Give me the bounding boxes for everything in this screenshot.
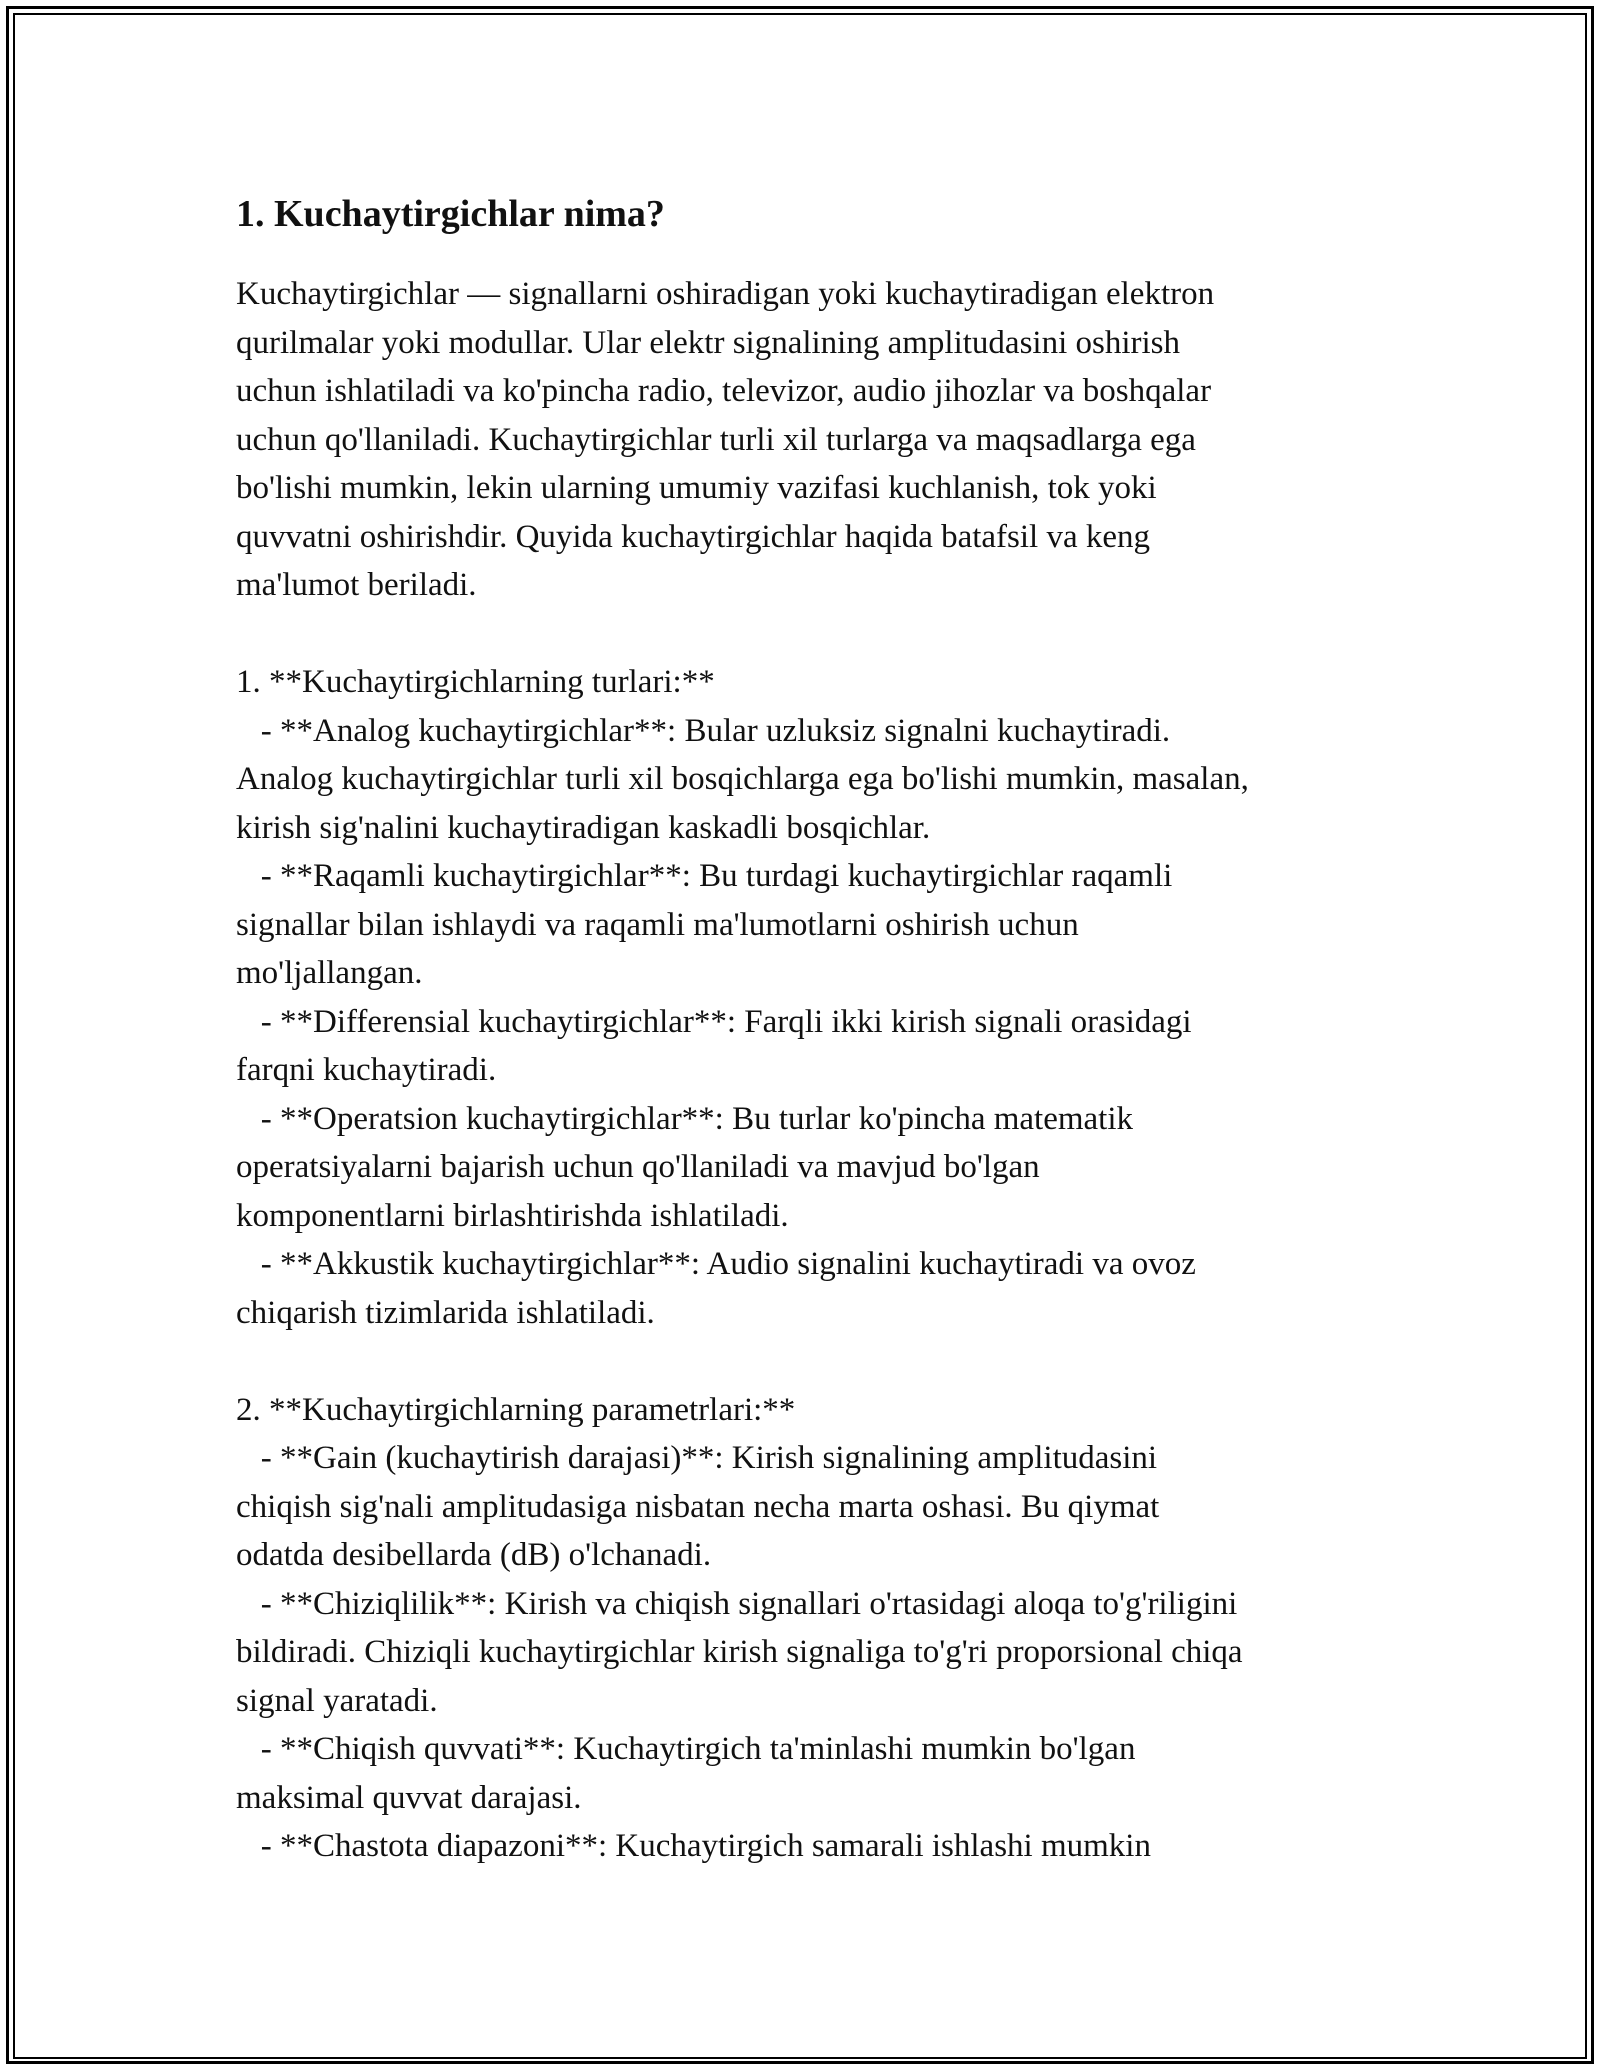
text-line: chiqish sig'nali amplitudasiga nisbatan necha marta oshasi. Bu qiymat	[236, 1488, 1160, 1525]
text-line: - **Differensial kuchaytirgichlar**: Farqli ikki kirish signali orasidagi	[236, 1003, 1192, 1040]
text-line: - **Chiqish quvvati**: Kuchaytirgich ta'minlashi mumkin bo'lgan	[236, 1731, 1136, 1767]
text-line: - **Chiziqlilik**: Kirish va chiqish signallari o'rtasidagi aloqa to'g'riligini	[236, 1585, 1238, 1622]
text-line: komponentlarni birlashtirishda ishlatiladi.	[236, 1197, 789, 1234]
text-line: operatsiyalarni bajarish uchun qo'llaniladi va mavjud bo'lgan	[236, 1149, 1040, 1185]
blank-line	[236, 1337, 1366, 1386]
text-line: bo'lishi mumkin, lekin ularning umumiy vazifasi kuchlanish, tok yoki	[236, 470, 1157, 506]
text-line: - **Chastota diapazoni**: Kuchaytirgich samarali ishlashi mumkin	[236, 1828, 1151, 1864]
blank-line	[236, 610, 1366, 659]
text-line: - **Gain (kuchaytirish darajasi)**: Kirish signalining amplitudasini	[236, 1440, 1158, 1476]
text-line: 1. **Kuchaytirgichlarning turlari:**	[236, 664, 715, 700]
text-line: qurilmalar yoki modullar. Ular elektr signalining amplitudasini oshirish	[236, 324, 1181, 361]
text-lines	[236, 270, 1366, 1871]
text-line: - **Analog kuchaytirgichlar**: Bular uzluksiz signalni kuchaytiradi.	[236, 712, 1171, 749]
text-line: ma'lumot beriladi.	[236, 567, 477, 603]
text-line: chiqarish tizimlarida ishlatiladi.	[236, 1294, 655, 1331]
text-line: maksimal quvvat darajasi.	[236, 1779, 582, 1816]
text-line: Analog kuchaytirgichlar turli xil bosqichlarga ega bo'lishi mumkin, masalan,	[236, 761, 1249, 797]
text-line: Kuchaytirgichlar — signallarni oshiradigan yoki kuchaytiradigan elektron	[236, 276, 1215, 312]
text-line: quvvatni oshirishdir. Quyida kuchaytirgichlar haqida batafsil va keng	[236, 518, 1151, 555]
section-heading: 1. Kuchaytirgichlar nima?	[236, 193, 665, 235]
text-line: signal yaratadi.	[236, 1682, 438, 1719]
text-line: - **Akkustik kuchaytirgichlar**: Audio signalini kuchaytiradi va ovoz	[236, 1246, 1196, 1282]
text-line: uchun ishlatiladi va ko'pincha radio, televizor, audio jihozlar va boshqalar	[236, 373, 1212, 409]
text-line: farqni kuchaytiradi.	[236, 1052, 497, 1088]
text-line: 2. **Kuchaytirgichlarning parametrlari:**	[236, 1391, 796, 1428]
text-line: - **Raqamli kuchaytirgichlar**: Bu turdagi kuchaytirgichlar raqamli	[236, 858, 1173, 894]
text-line: signallar bilan ishlaydi va raqamli ma'lumotlarni oshirish uchun	[236, 906, 1079, 943]
text-line: bildiradi. Chiziqli kuchaytirgichlar kirish signaliga to'g'ri proporsional chiqa	[236, 1634, 1243, 1670]
text-line: odatda desibellarda (dB) o'lchanadi.	[236, 1537, 712, 1573]
text-line: uchun qo'llaniladi. Kuchaytirgichlar turli xil turlarga va maqsadlarga ega	[236, 421, 1196, 458]
text-line: - **Operatsion kuchaytirgichlar**: Bu turlar ko'pincha matematik	[236, 1100, 1134, 1137]
document-body	[236, 186, 1366, 1871]
text-line: kirish sig'nalini kuchaytiradigan kaskadli bosqichlar.	[236, 809, 931, 846]
text-line: mo'ljallangan.	[236, 955, 423, 991]
